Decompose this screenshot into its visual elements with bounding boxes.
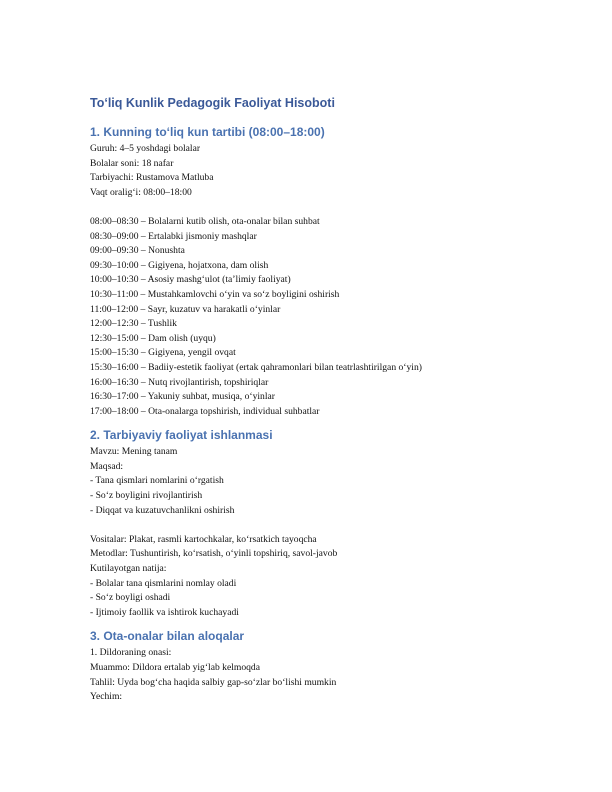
schedule-item: 10:30–11:00 – Mustahkamlovchi o‘yin va so‘z boyligini oshirish (90, 288, 340, 300)
result-item: - Bolalar tana qismlarini nomlay oladi (90, 577, 237, 589)
schedule-item: 15:00–15:30 – Gigiyena, yengil ovqat (90, 347, 236, 359)
schedule-item: 12:30–15:00 – Dam olish (uyqu) (90, 332, 216, 344)
info-line: Guruh: 4–5 yoshdagi bolalar (90, 143, 201, 154)
schedule-item: 16:00–16:30 – Nutq rivojlantirish, topshiriqlar (90, 376, 269, 388)
goal-item: - Tana qismlari nomlarini o‘rgatish (90, 475, 224, 487)
schedule-item: 08:30–09:00 – Ertalabki jismoniy mashqlar (90, 230, 257, 242)
document-title: To‘liq Kunlik Pedagogik Faoliyat Hisoboti (90, 96, 335, 110)
section-spacer (90, 620, 530, 628)
section-heading-parents: 3. Ota-onalar bilan aloqalar (90, 629, 245, 644)
results-label: Kutilayotgan natija: (90, 563, 167, 575)
info-line: Vaqt oralig‘i: 08:00–18:00 (90, 186, 192, 198)
goal-item: - So‘z boyligini rivojlantirish (90, 490, 203, 502)
section-heading-activity: 2. Tarbiyaviy faoliyat ishlanmasi (90, 428, 273, 443)
schedule-item: 11:00–12:00 – Sayr, kuzatuv va harakatli o‘yinlar (90, 303, 281, 315)
schedule-item: 08:00–08:30 – Bolalarni kutib olish, ota-onalar bilan suhbat (90, 215, 320, 227)
result-item: - So‘z boyligi oshadi (90, 592, 171, 604)
section-heading-schedule: 1. Kunning to‘liq kun tartibi (08:00–18:00) (90, 125, 325, 139)
topic-line: Mavzu: Mening tanam (90, 446, 178, 458)
document-body (90, 95, 530, 705)
schedule-item: 12:00–12:30 – Tushlik (90, 318, 177, 330)
tools-line: Vositalar: Plakat, rasmli kartochkalar, ko‘rsatkich tayoqcha (90, 533, 317, 545)
schedule-item: 15:30–16:00 – Badiiy-estetik faoliyat (ertak qahramonlari bilan teatrlashtirilgan o‘yin) (90, 361, 422, 373)
parent-line: 1. Dildoraning onasi: (90, 647, 172, 659)
blank-line (90, 518, 530, 533)
schedule-item: 16:30–17:00 – Yakuniy suhbat, musiqa, o‘yinlar (90, 391, 275, 403)
schedule-item: 17:00–18:00 – Ota-onalarga topshirish, individual suhbatlar (90, 405, 320, 417)
blank-line (90, 200, 530, 215)
parent-line: Yechim: (90, 691, 123, 703)
methods-line: Metodlar: Tushuntirish, ko‘rsatish, o‘yinli topshiriq, savol-javob (90, 548, 338, 560)
goal-label: Maqsad: (90, 460, 124, 472)
section-spacer (90, 419, 530, 427)
info-line: Bolalar soni: 18 nafar (90, 157, 174, 169)
parent-line: Tahlil: Uyda bog‘cha haqida salbiy gap-so‘zlar bo‘lishi mumkin (90, 676, 337, 688)
info-line: Tarbiyachi: Rustamova Matluba (90, 172, 214, 184)
parent-line: Muammo: Dildora ertalab yig‘lab kelmoqda (90, 662, 260, 673)
schedule-item: 10:00–10:30 – Asosiy mashg‘ulot (ta’limiy faoliyat) (90, 274, 291, 286)
goal-item: - Diqqat va kuzatuvchanlikni oshirish (90, 504, 235, 516)
schedule-item: 09:30–10:00 – Gigiyena, hojatxona, dam olish (90, 259, 269, 271)
schedule-item: 09:00–09:30 – Nonushta (90, 245, 185, 257)
result-item: - Ijtimoiy faollik va ishtirok kuchayadi (90, 606, 239, 618)
